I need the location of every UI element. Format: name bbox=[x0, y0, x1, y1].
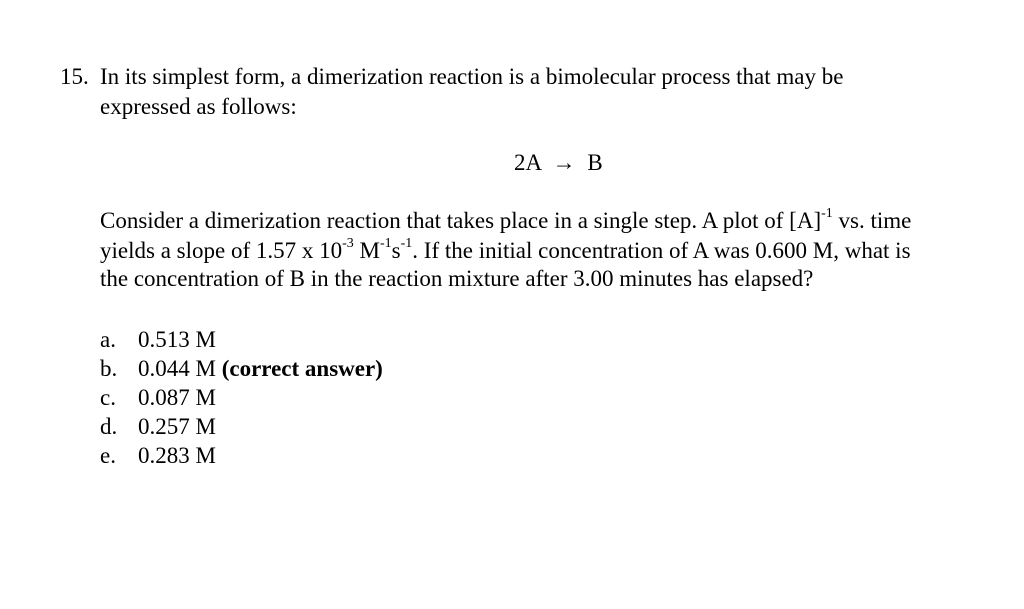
choice-b bbox=[100, 354, 383, 383]
prompt-superscript: -1 bbox=[379, 236, 392, 252]
prompt-superscript: -1 bbox=[400, 236, 413, 252]
question-intro-line-2: expressed as follows: bbox=[100, 94, 297, 119]
choice-a bbox=[100, 325, 383, 354]
choice-letter: a. bbox=[100, 327, 116, 352]
question-prompt-line-2 bbox=[100, 238, 911, 264]
correct-answer-note: (correct answer) bbox=[221, 356, 383, 381]
choice-text: 0.513 M bbox=[138, 327, 216, 352]
equation-product: B bbox=[587, 150, 603, 175]
question-number: 15. bbox=[60, 64, 89, 89]
prompt-superscript: -3 bbox=[342, 236, 354, 252]
choice-text: 0.087 M bbox=[138, 385, 216, 410]
choice-letter: b. bbox=[100, 356, 118, 381]
prompt-text: s bbox=[391, 238, 401, 263]
prompt-text: . If the initial concentration of A was 0.600 M, what is bbox=[412, 238, 911, 263]
equation-reactant: 2A bbox=[514, 150, 541, 175]
choice-letter: c. bbox=[100, 385, 116, 410]
choice-text: 0.044 M bbox=[138, 356, 222, 381]
choice-e bbox=[100, 441, 383, 470]
reaction-equation bbox=[514, 150, 603, 176]
answer-choices bbox=[100, 325, 383, 470]
question-prompt-line-3: the concentration of B in the reaction mixture after 3.00 minutes has elapsed? bbox=[100, 266, 814, 291]
prompt-superscript: -1 bbox=[821, 206, 833, 222]
prompt-text: vs. time bbox=[832, 208, 912, 233]
choice-c bbox=[100, 383, 383, 412]
prompt-text: M bbox=[353, 238, 380, 263]
prompt-text: Consider a dimerization reaction that takes place in a single step. A plot of [A] bbox=[100, 208, 822, 233]
question-intro-line-1: In its simplest form, a dimerization reaction is a bimolecular process that may be bbox=[100, 64, 844, 89]
choice-text: 0.283 M bbox=[138, 443, 216, 468]
choice-d bbox=[100, 412, 383, 441]
right-arrow-icon: → bbox=[552, 150, 576, 175]
choice-text: 0.257 M bbox=[138, 414, 216, 439]
question-prompt-line-1 bbox=[100, 208, 911, 234]
choice-letter: d. bbox=[100, 414, 118, 439]
prompt-text: yields a slope of 1.57 x 10 bbox=[100, 238, 343, 263]
choice-letter: e. bbox=[100, 443, 116, 468]
